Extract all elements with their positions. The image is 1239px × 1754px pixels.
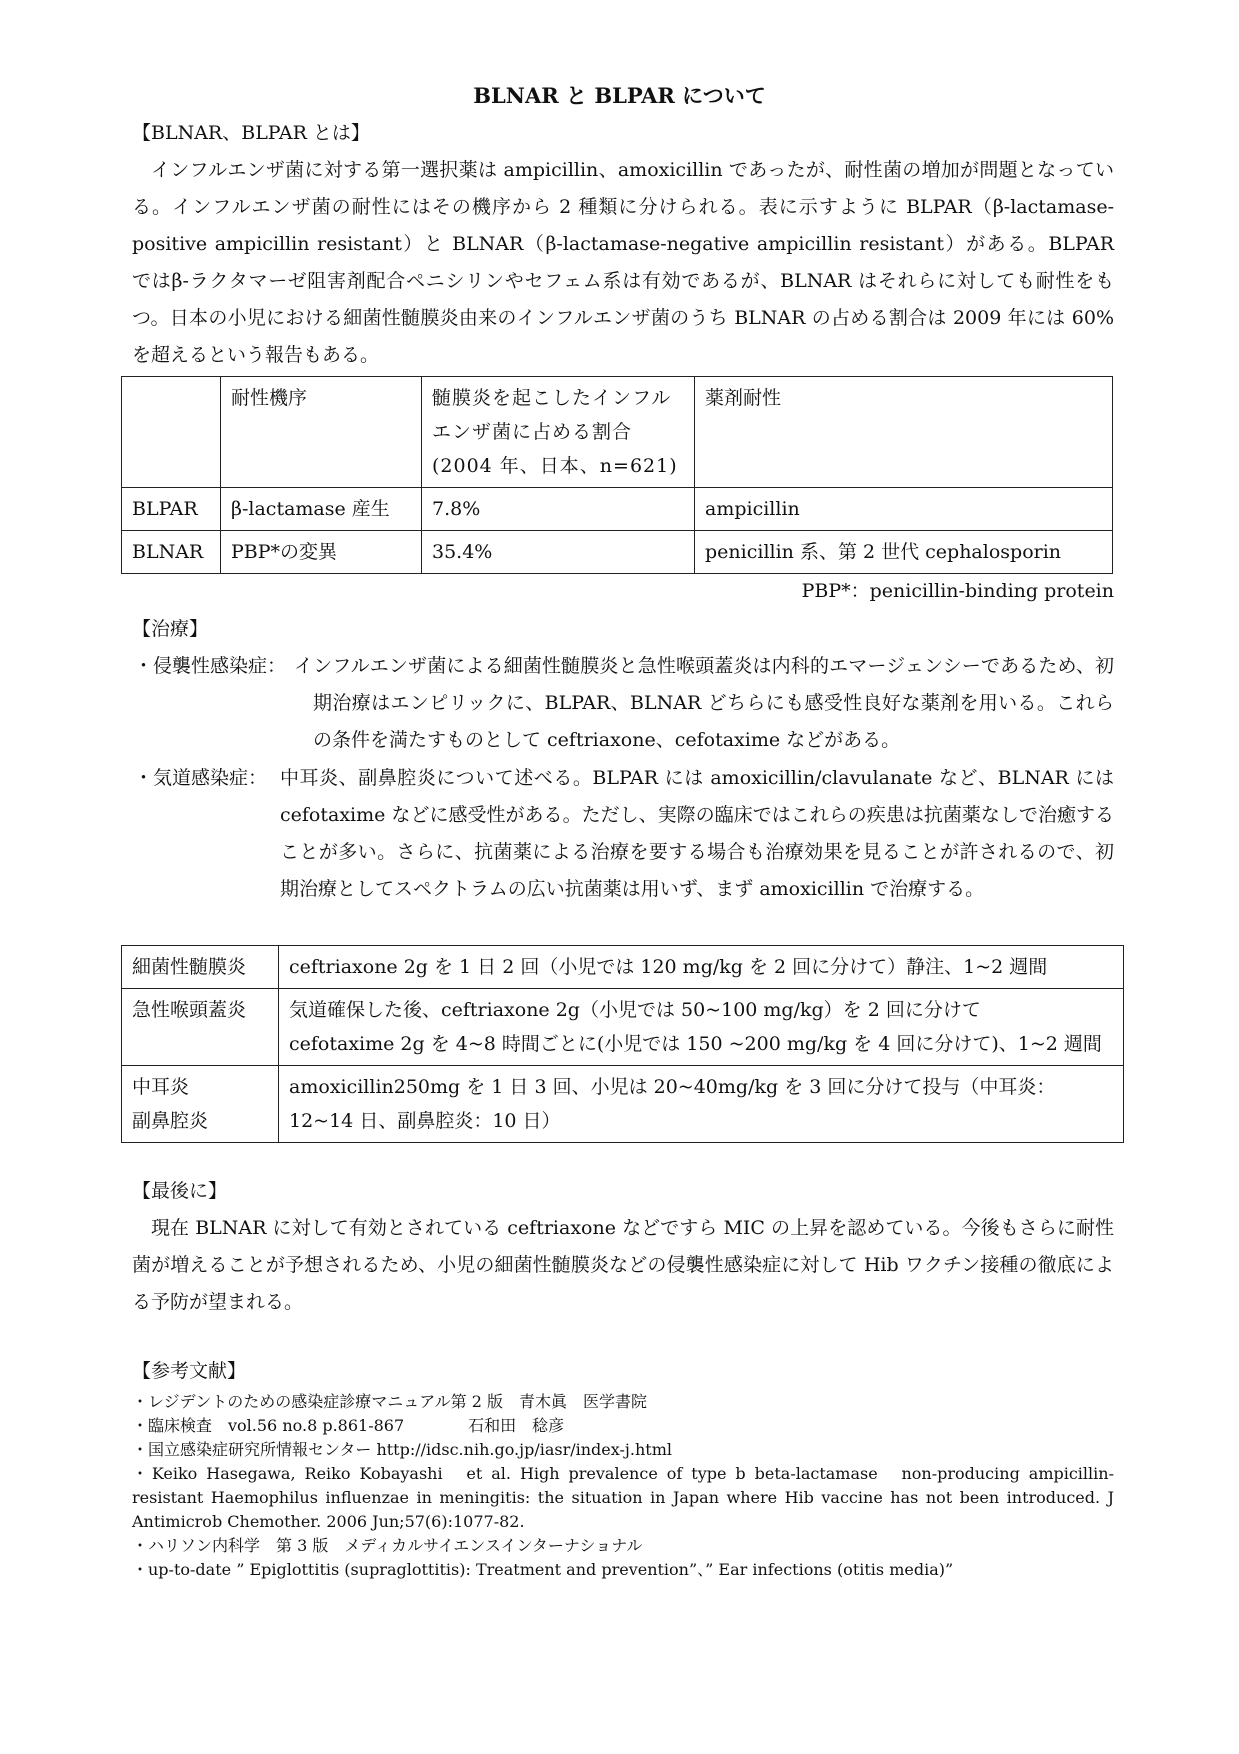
table-row — [122, 1066, 1124, 1143]
disease-cell — [122, 1066, 279, 1143]
references-heading: 【参考文献】 — [132, 1360, 247, 1382]
disease-line: 副鼻腔炎 — [132, 1110, 209, 1132]
treatment-item-airway — [134, 760, 1114, 945]
reference-item: ・国立感染症研究所情報センター http://idsc.nih.go.jp/iasr/index-j.html — [132, 1440, 672, 1459]
disease-cell: 急性喉頭蓋炎 — [122, 989, 279, 1066]
treatment-heading: 【治療】 — [132, 618, 209, 640]
table-cell: ampicillin — [695, 488, 1113, 531]
conclusion-heading: 【最後に】 — [132, 1180, 228, 1202]
intro-paragraph — [132, 152, 1114, 374]
table-cell: PBP*の変異 — [221, 531, 422, 574]
reference-item: ・Keiko Hasegawa, Reiko Kobayashi et al. High prevalence of type b beta-lactamase non-producing ampicillin-resistant Haemophilus influenzae in meningitis: the situation in Japan where Hib vaccine has not been introduced. J Antimicrob Chemother. 2006 Jun;57(6):1077-82. — [132, 1464, 1114, 1531]
table-header-row — [122, 377, 1113, 488]
references-list — [132, 1390, 1114, 1582]
table-row — [122, 946, 1124, 989]
regimen-line: 気道確保した後、ceftriaxone 2g（小児では 50~100 mg/kg）を 2 回に分けて — [289, 999, 981, 1021]
reference-item: ・臨床検査 vol.56 no.8 p.861-867 石和田 稔彦 — [132, 1416, 565, 1435]
treatment-item-invasive — [134, 648, 1114, 759]
page-title: BLNAR と BLPAR について — [473, 83, 766, 108]
reference-item: ・ハリソン内科学 第 3 版 メディカルサイエンスインターナショナル — [132, 1536, 643, 1555]
conclusion-body: 現在 BLNAR に対して有効とされている ceftriaxone などですら MIC の上昇を認めている。今後もさらに耐性菌が増えることが予想されるため、小児の細菌性髄膜炎などの侵襲性感染症に対して Hib ワクチン接種の徹底による予防が望まれる。 — [132, 1217, 1114, 1313]
table-row — [122, 989, 1124, 1066]
table-cell: penicillin 系、第 2 世代 cephalosporin — [695, 531, 1113, 574]
resistance-table — [121, 376, 1113, 574]
conclusion-paragraph — [132, 1210, 1114, 1321]
table-header-cell: 耐性機序 — [221, 377, 422, 488]
table-cell: β-lactamase 産生 — [221, 488, 422, 531]
reference-item: ・up-to-date ” Epiglottitis (supraglottitis): Treatment and prevention”、” Ear infections (otitis media)” — [132, 1560, 954, 1579]
table-header-cell — [122, 377, 221, 488]
reference-item: ・レジデントのための感染症診療マニュアル第 2 版 青木眞 医学書院 — [132, 1392, 647, 1411]
treatment-table — [121, 945, 1124, 1143]
treatment-item-text: 中耳炎、副鼻腔炎について述べる。BLPAR には amoxicillin/clavulanate など、BLNAR には cefotaxime などに感受性がある。ただし、実際の臨床ではこれらの疾患は抗菌薬なしで治癒することが多い。さらに、抗菌薬による治療を要する場合も治療効果を見ることが許されるので、初期治療としてスペクトラムの広い抗菌薬は用いず、まず amoxicillin で治療する。 — [280, 767, 1114, 900]
regimen-cell: ceftriaxone 2g を 1 日 2 回（小児では 120 mg/kg を 2 回に分けて）静注、1~2 週間 — [279, 946, 1124, 989]
intro-body: インフルエンザ菌に対する第一選択薬は ampicillin、amoxicillin であったが、耐性菌の増加が問題となっている。インフルエンザ菌の耐性にはその機序から 2 種類に分けられる。表に示すように BLPAR（β-lactamase-positive ampicillin resistant）と BLNAR（β-lactamase-negative ampicillin resistant）がある。BLPAR ではβ-ラクタマーゼ阻害剤配合ペニシリンやセフェム系は有効であるが、BLNAR はそれらに対しても耐性をもつ。日本の小児における細菌性髄膜炎由来のインフルエンザ菌のうち BLNAR の占める割合は 2009 年には 60%を超えるという報告もある。 — [132, 159, 1114, 366]
table-row — [122, 531, 1113, 574]
table-row — [122, 488, 1113, 531]
regimen-cell — [279, 989, 1124, 1066]
regimen-cell: amoxicillin250mg を 1 日 3 回、小児は 20~40mg/kg を 3 回に分けて投与（中耳炎：12~14 日、副鼻腔炎：10 日） — [279, 1066, 1124, 1143]
table-header-cell: 髄膜炎を起こしたインフルエンザ菌に占める割合(2004 年、日本、n=621) — [422, 377, 695, 488]
table-cell: BLNAR — [122, 531, 221, 574]
table-cell: BLPAR — [122, 488, 221, 531]
table-cell: 35.4% — [422, 531, 695, 574]
treatment-item-text: インフルエンザ菌による細菌性髄膜炎と急性喉頭蓋炎は内科的エマージェンシーであるため、初期治療はエンピリックに、BLPAR、BLNAR どちらにも感受性良好な薬剤を用いる。これらの条件を満たすものとして ceftriaxone、cefotaxime などがある。 — [294, 655, 1114, 751]
disease-line: 中耳炎 — [132, 1076, 190, 1098]
table-cell: 7.8% — [422, 488, 695, 531]
table-footnote: PBP*：penicillin-binding protein — [801, 580, 1114, 602]
treatment-item-label: ・侵襲性感染症： — [134, 655, 287, 677]
treatment-item-label: ・気道感染症： — [134, 767, 268, 789]
table-header-cell: 薬剤耐性 — [695, 377, 1113, 488]
disease-cell: 細菌性髄膜炎 — [122, 946, 279, 989]
intro-heading: 【BLNAR、BLPAR とは】 — [132, 122, 370, 144]
regimen-line: cefotaxime 2g を 4~8 時間ごとに(小児では 150 ~200 mg/kg を 4 回に分けて)、1~2 週間 — [289, 1033, 1102, 1055]
